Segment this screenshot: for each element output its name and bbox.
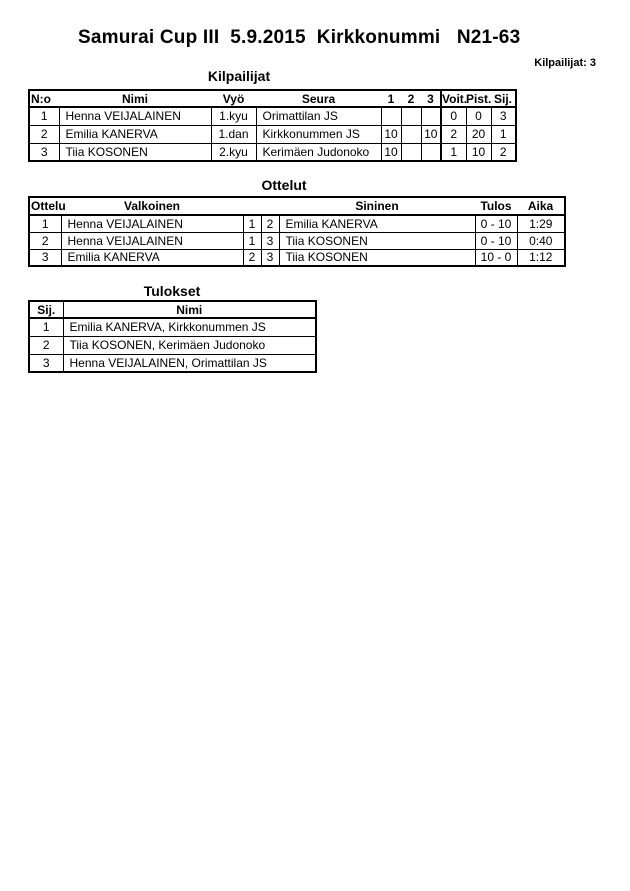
cell-score-1: 10 (381, 125, 401, 143)
header-belt: Vyö (211, 90, 256, 107)
cell-time: 1:29 (517, 215, 565, 232)
cell-points: 0 (466, 107, 491, 125)
section-heading-matches: Ottelut (261, 177, 307, 193)
cell-placement: 2 (29, 336, 63, 354)
cell-belt: 2.kyu (211, 143, 256, 161)
header-white: Valkoinen (61, 197, 243, 215)
cell-white: Emilia KANERVA (61, 249, 243, 266)
cell-blue: Tiia KOSONEN (279, 249, 475, 266)
cell-match-no: 3 (29, 249, 61, 266)
cell-white: Henna VEIJALAINEN (61, 215, 243, 232)
cell-time: 0:40 (517, 232, 565, 249)
cell-score-3: 10 (421, 125, 441, 143)
competitor-row (29, 143, 516, 161)
header-score-2: 2 (401, 90, 421, 107)
cell-belt: 1.dan (211, 125, 256, 143)
result-row (29, 336, 316, 354)
cell-result: 0 - 10 (475, 215, 517, 232)
header-club: Seura (256, 90, 381, 107)
cell-white-no: 1 (243, 215, 261, 232)
header-score-3: 3 (421, 90, 441, 107)
participants-count: Kilpailijat: 3 (534, 57, 596, 69)
cell-blue: Emilia KANERVA (279, 215, 475, 232)
section-heading-competitors: Kilpailijat (207, 68, 271, 84)
header-result: Tulos (475, 197, 517, 215)
cell-white: Henna VEIJALAINEN (61, 232, 243, 249)
cell-placement: 2 (491, 143, 516, 161)
competitor-row (29, 125, 516, 143)
cell-name: Tiia KOSONEN (59, 143, 211, 161)
cell-wins: 0 (441, 107, 466, 125)
section-heading-results: Tulokset (143, 283, 201, 299)
cell-result: 0 - 10 (475, 232, 517, 249)
cell-name: Emilia KANERVA, Kirkkonummen JS (63, 318, 316, 336)
match-row (29, 232, 565, 249)
cell-score-2 (401, 107, 421, 125)
match-row (29, 249, 565, 266)
cell-score-3 (421, 107, 441, 125)
cell-club: Kerimäen Judonoko (256, 143, 381, 161)
competitor-row (29, 107, 516, 125)
header-placement: Sij. (491, 90, 516, 107)
cell-white-no: 2 (243, 249, 261, 266)
header-score-1: 1 (381, 90, 401, 107)
cell-name: Emilia KANERVA (59, 125, 211, 143)
header-name: Nimi (59, 90, 211, 107)
cell-club: Orimattilan JS (256, 107, 381, 125)
match-row (29, 215, 565, 232)
cell-blue-no: 3 (261, 249, 279, 266)
cell-time: 1:12 (517, 249, 565, 266)
competitors-table (28, 89, 517, 162)
cell-placement: 1 (29, 318, 63, 336)
header-points: Pist. (466, 91, 492, 106)
cell-match-no: 2 (29, 232, 61, 249)
cell-placement: 3 (29, 354, 63, 372)
page-title: Samurai Cup III 5.9.2015 Kirkkonummi N21-63 (78, 27, 521, 48)
table-header-row (29, 90, 516, 107)
cell-placement: 3 (491, 107, 516, 125)
cell-blue-no: 2 (261, 215, 279, 232)
header-no: N:o (29, 90, 59, 107)
cell-score-2 (401, 143, 421, 161)
cell-score-1 (381, 107, 401, 125)
cell-points: 20 (466, 125, 491, 143)
cell-match-no: 1 (29, 215, 61, 232)
cell-no: 1 (29, 107, 59, 125)
cell-no: 3 (29, 143, 59, 161)
cell-white-no: 1 (243, 232, 261, 249)
cell-wins: 1 (441, 143, 466, 161)
table-header-row (29, 197, 565, 215)
cell-score-3 (421, 143, 441, 161)
cell-score-1: 10 (381, 143, 401, 161)
cell-wins: 2 (441, 125, 466, 143)
table-header-row (29, 301, 316, 318)
header-name: Nimi (63, 301, 316, 318)
header-placement: Sij. (29, 301, 63, 318)
cell-name: Henna VEIJALAINEN (59, 107, 211, 125)
cell-club: Kirkkonummen JS (256, 125, 381, 143)
header-blue-no (261, 197, 279, 215)
result-row (29, 354, 316, 372)
cell-points: 10 (466, 143, 491, 161)
result-row (29, 318, 316, 336)
header-wins: Voit. (442, 91, 468, 106)
matches-table (28, 196, 566, 267)
header-white-no (243, 197, 261, 215)
cell-result: 10 - 0 (475, 249, 517, 266)
cell-score-2 (401, 125, 421, 143)
cell-placement: 1 (491, 125, 516, 143)
cell-blue-no: 3 (261, 232, 279, 249)
cell-name: Tiia KOSONEN, Kerimäen Judonoko (63, 336, 316, 354)
header-blue: Sininen (279, 197, 475, 215)
header-time: Aika (517, 197, 565, 215)
results-table (28, 300, 317, 373)
cell-belt: 1.kyu (211, 107, 256, 125)
cell-name: Henna VEIJALAINEN, Orimattilan JS (63, 354, 316, 372)
cell-no: 2 (29, 125, 59, 143)
cell-blue: Tiia KOSONEN (279, 232, 475, 249)
header-match-no: Ottelu (31, 199, 66, 213)
